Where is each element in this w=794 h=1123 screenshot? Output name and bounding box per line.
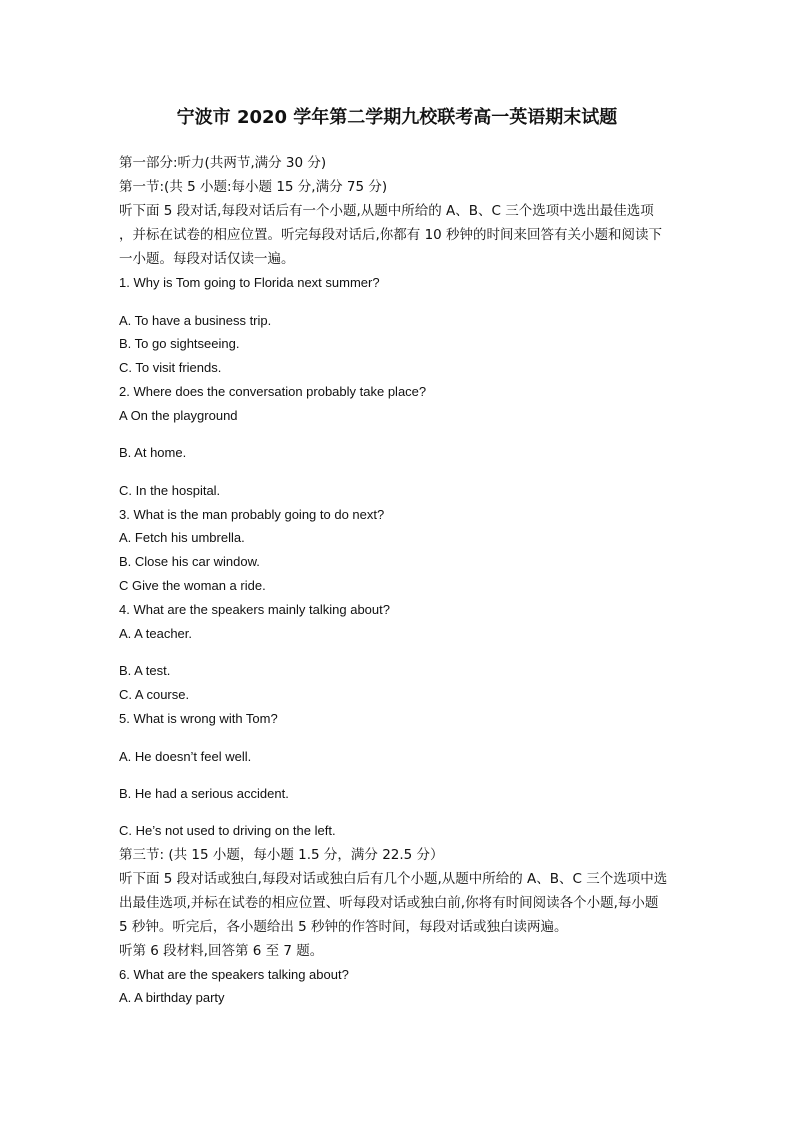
answer-option: A. Fetch his umbrella. [119, 530, 245, 545]
answer-option: A. He doesn’t feel well. [119, 749, 252, 764]
material-heading: 听第 6 段材料,回答第 6 至 7 题。 [119, 943, 324, 959]
section-one-heading: 第一节:(共 5 小题:每小题 15 分,满分 75 分) [119, 179, 388, 195]
answer-option: A On the playground [119, 408, 238, 423]
answer-option: B. He had a serious accident. [119, 786, 289, 801]
answer-option: C. A course. [119, 687, 190, 702]
answer-option: A. A teacher. [119, 626, 192, 641]
question-stem: 6. What are the speakers talking about? [119, 967, 349, 982]
answer-option: C. To visit friends. [119, 360, 222, 375]
question-stem: 4. What are the speakers mainly talking about? [119, 602, 390, 617]
instruction-line: 出最佳选项,并标在试卷的相应位置、听每段对话或独白前,你将有时间阅读各个小题,每小题 [119, 895, 659, 911]
instruction-line: 5 秒钟。听完后，各小题给出 5 秒钟的作答时间，每段对话或独白读两遍。 [119, 919, 568, 935]
instruction-line: 听下面 5 段对话,每段对话后有一个小题,从题中所给的 A、B、C 三个选项中选出最佳选项 [119, 203, 654, 219]
answer-option: B. At home. [119, 445, 187, 460]
answer-option: B. A test. [119, 663, 171, 678]
exam-title: 宁波市 2020 学年第二学期九校联考高一英语期末试题 [176, 107, 618, 128]
section-three-heading: 第三节: (共 15 小题，每小题 1.5 分，满分 22.5 分） [119, 847, 444, 863]
part-one-heading: 第一部分:听力(共两节,满分 30 分) [119, 155, 327, 171]
instruction-line: 一小题。每段对话仅读一遍。 [119, 251, 295, 267]
question-stem: 2. Where does the conversation probably take place? [119, 384, 427, 399]
instruction-line: ，并标在试卷的相应位置。听完每段对话后,你都有 10 秒钟的时间来回答有关小题和阅读下 [119, 227, 663, 243]
answer-option: B. To go sightseeing. [119, 336, 240, 351]
answer-option: C Give the woman a ride. [119, 578, 266, 593]
answer-option: B. Close his car window. [119, 554, 260, 569]
answer-option: A. To have a business trip. [119, 313, 272, 328]
question-stem: 3. What is the man probably going to do next? [119, 507, 385, 522]
question-stem: 5. What is wrong with Tom? [119, 711, 278, 726]
answer-option: C. In the hospital. [119, 483, 221, 498]
instruction-line: 听下面 5 段对话或独白,每段对话或独白后有几个小题,从题中所给的 A、B、C 三个选项中选 [119, 871, 668, 887]
answer-option: C. He’s not used to driving on the left. [119, 823, 336, 838]
question-stem: 1. Why is Tom going to Florida next summer? [119, 275, 380, 290]
answer-option: A. A birthday party [119, 990, 225, 1005]
